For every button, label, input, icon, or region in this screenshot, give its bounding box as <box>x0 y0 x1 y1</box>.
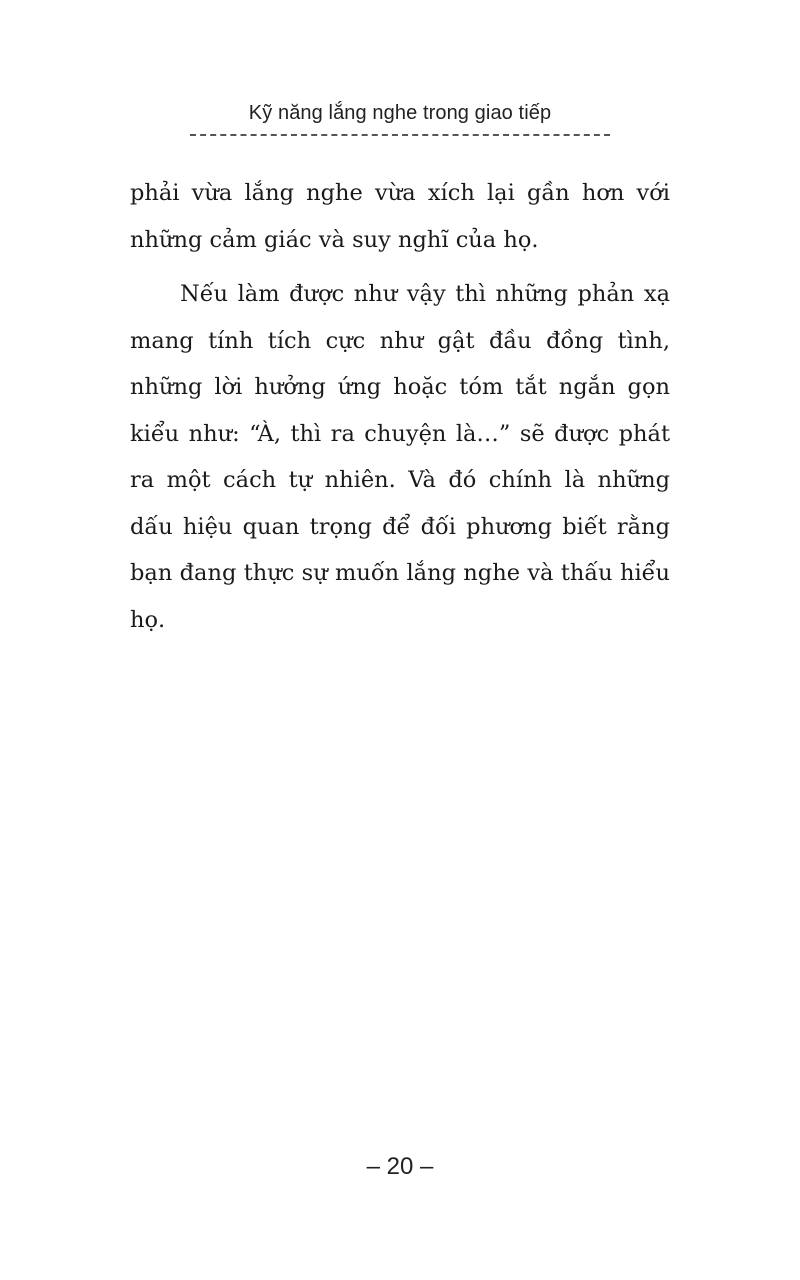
running-header-title: Kỹ năng lắng nghe trong giao tiếp <box>248 102 552 124</box>
body-text <box>130 170 670 643</box>
paragraph-continuation: phải vừa lắng nghe vừa xích lại gần hơn với những cảm giác và suy nghĩ của họ. <box>130 180 670 253</box>
header-dashed-divider <box>190 134 610 136</box>
paragraph-main: Nếu làm được như vậy thì những phản xạ mang tính tích cực như gật đầu đồng tình, những lời hưởng ứng hoặc tóm tắt ngắn gọn kiểu như: “À, thì ra chuyện là…” sẽ được phát ra một cách tự nhiên. Và đó chính là những dấu hiệu quan trọng để đối phương biết rằng bạn đang thực sự muốn lắng nghe và thấu hiểu họ. <box>130 281 670 633</box>
page-number: – 20 – <box>366 1153 434 1180</box>
